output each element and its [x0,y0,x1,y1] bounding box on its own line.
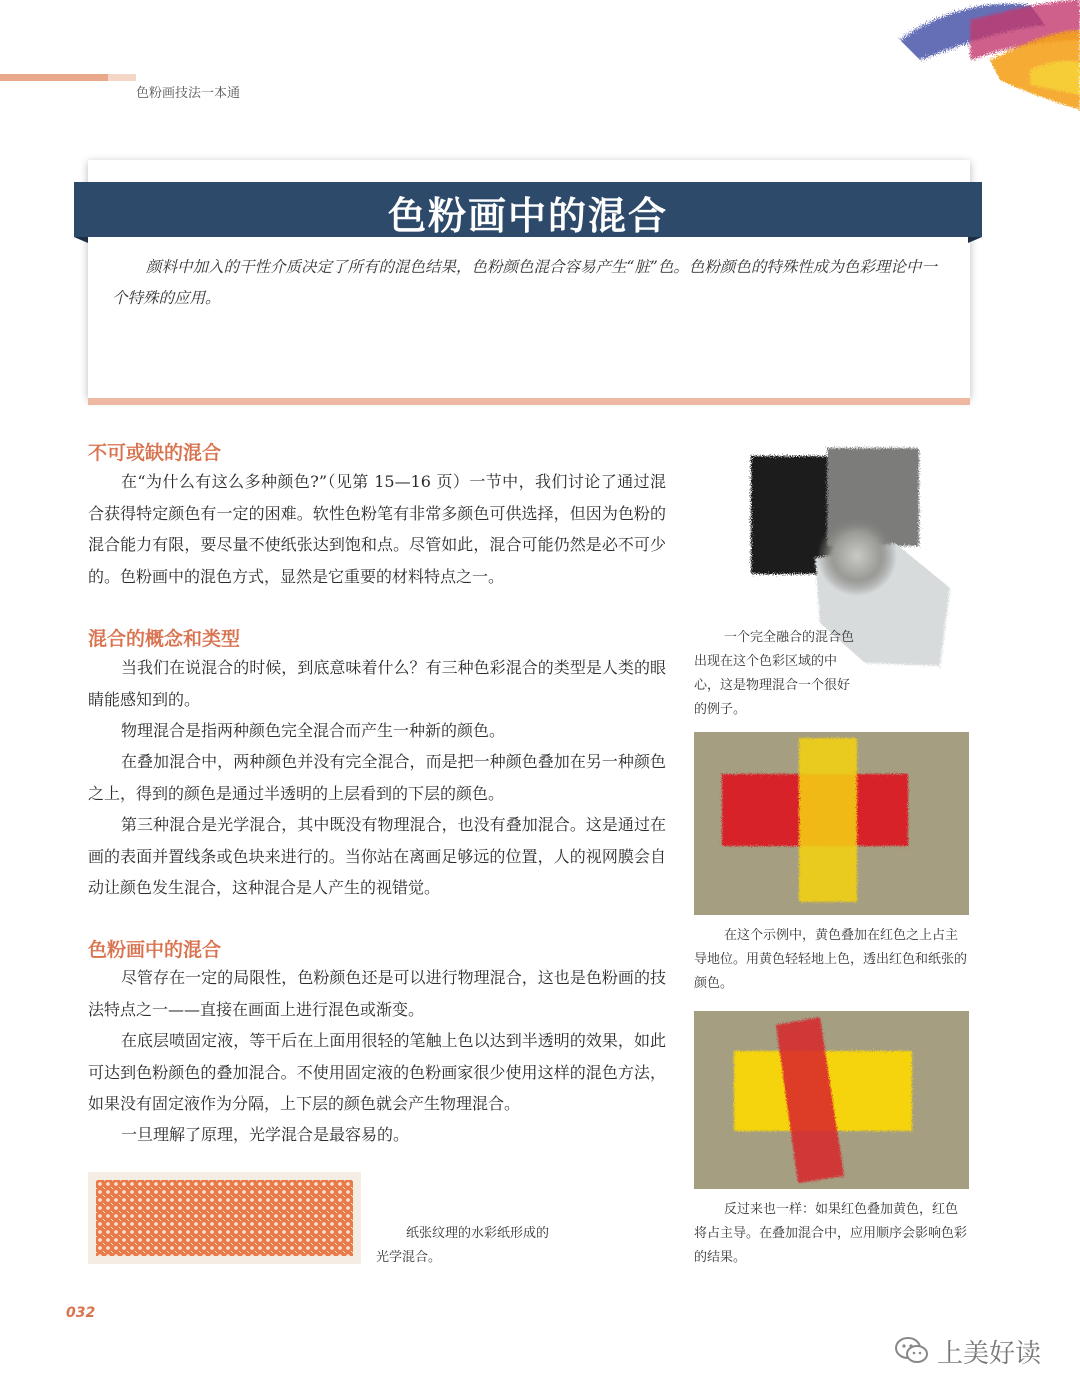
caption-red-over-yellow: 反过来也一样：如果红色叠加黄色，红色将占主导。在叠加混合中，应用顺序会影响色彩的结果。 [694,1202,968,1265]
corner-pastel-strokes [880,0,1080,130]
caption-texture: 纸张纹理的水彩纸形成的光学混合。 [376,1226,550,1265]
caption-yellow-over-red: 在这个示例中，黄色叠加在红色之上占主导地位。用黄色轻轻地上色，透出红色和纸张的颜色。 [694,928,968,991]
section-paragraph: 尽管存在一定的局限性，色粉颜色还是可以进行物理混合，这也是色粉画的技法特点之一——直接在画面上进行混色或渐变。 [88,968,666,1019]
page-number: 032 [66,1305,96,1321]
header-rule [0,74,108,81]
wechat-icon [895,1336,929,1366]
section-heading-pastel-mixing: 色粉画中的混合 [88,939,222,961]
yellow-over-red-image [694,732,969,915]
page-title: 色粉画中的混合 [387,194,668,238]
section-paragraph: 第三种混合是光学混合，其中既没有物理混合，也没有叠加混合。这是通过在画的表面并置线条或色块来进行的。当你站在离画足够远的位置，人的视网膜会自动让颜色发生混合，这种混合是人产生的视错觉。 [88,815,666,897]
intro-underline [88,398,970,405]
title-banner [74,182,982,237]
section-paragraph: 在“为什么有这么多种颜色?”（见第 15—16 页）一节中，我们讨论了通过混合获得特定颜色有一定的困难。软性色粉笔有非常多颜色可供选择，但因为色粉的混合能力有限，要尽量不使纸张达到饱和点。尽管如此，混合可能仍然是必不可少的。色粉画中的混色方式，显然是它重要的材料特点之一。 [88,472,666,586]
section-paragraph: 物理混合是指两种颜色完全混合而产生一种新的颜色。 [121,721,506,740]
section-paragraph: 当我们在说混合的时候，到底意味着什么？有三种色彩混合的类型是人类的眼睛能感知到的。 [88,658,666,709]
section-paragraph: 在叠加混合中，两种颜色并没有完全混合，而是把一种颜色叠加在另一种颜色之上，得到的颜色是通过半透明的上层看到的下层的颜色。 [88,752,666,803]
section-paragraph: 在底层喷固定液，等干后在上面用很轻的笔触上色以达到半透明的效果，如此可达到色粉颜色的叠加混合。不使用固定液的色粉画家很少使用这样的混色方法，如果没有固定液作为分隔，上下层的颜色就会产生物理混合。 [88,1031,666,1113]
section-heading-essential-mixing: 不可或缺的混合 [88,442,222,464]
intro-paragraph: 颜料中加入的干性介质决定了所有的混色结果，色粉颜色混合容易产生“脏”色。色粉颜色的特殊性成为色彩理论中一个特殊的应用。 [112,258,937,307]
section-heading-concept-types: 混合的概念和类型 [88,628,241,650]
section-paragraph: 一旦理解了原理，光学混合是最容易的。 [121,1125,410,1144]
header-rule-light [108,74,136,81]
watermark [895,1335,1041,1367]
running-head: 色粉画技法一本通 [136,86,241,101]
caption-grey-blend: 一个完全融合的混合色出现在这个色彩区域的中心，这是物理混合一个很好的例子。 [694,630,855,717]
optical-mix-texture-image [88,1172,361,1264]
red-over-yellow-image [694,1011,969,1189]
watermark-text: 上美好读 [937,1338,1042,1369]
